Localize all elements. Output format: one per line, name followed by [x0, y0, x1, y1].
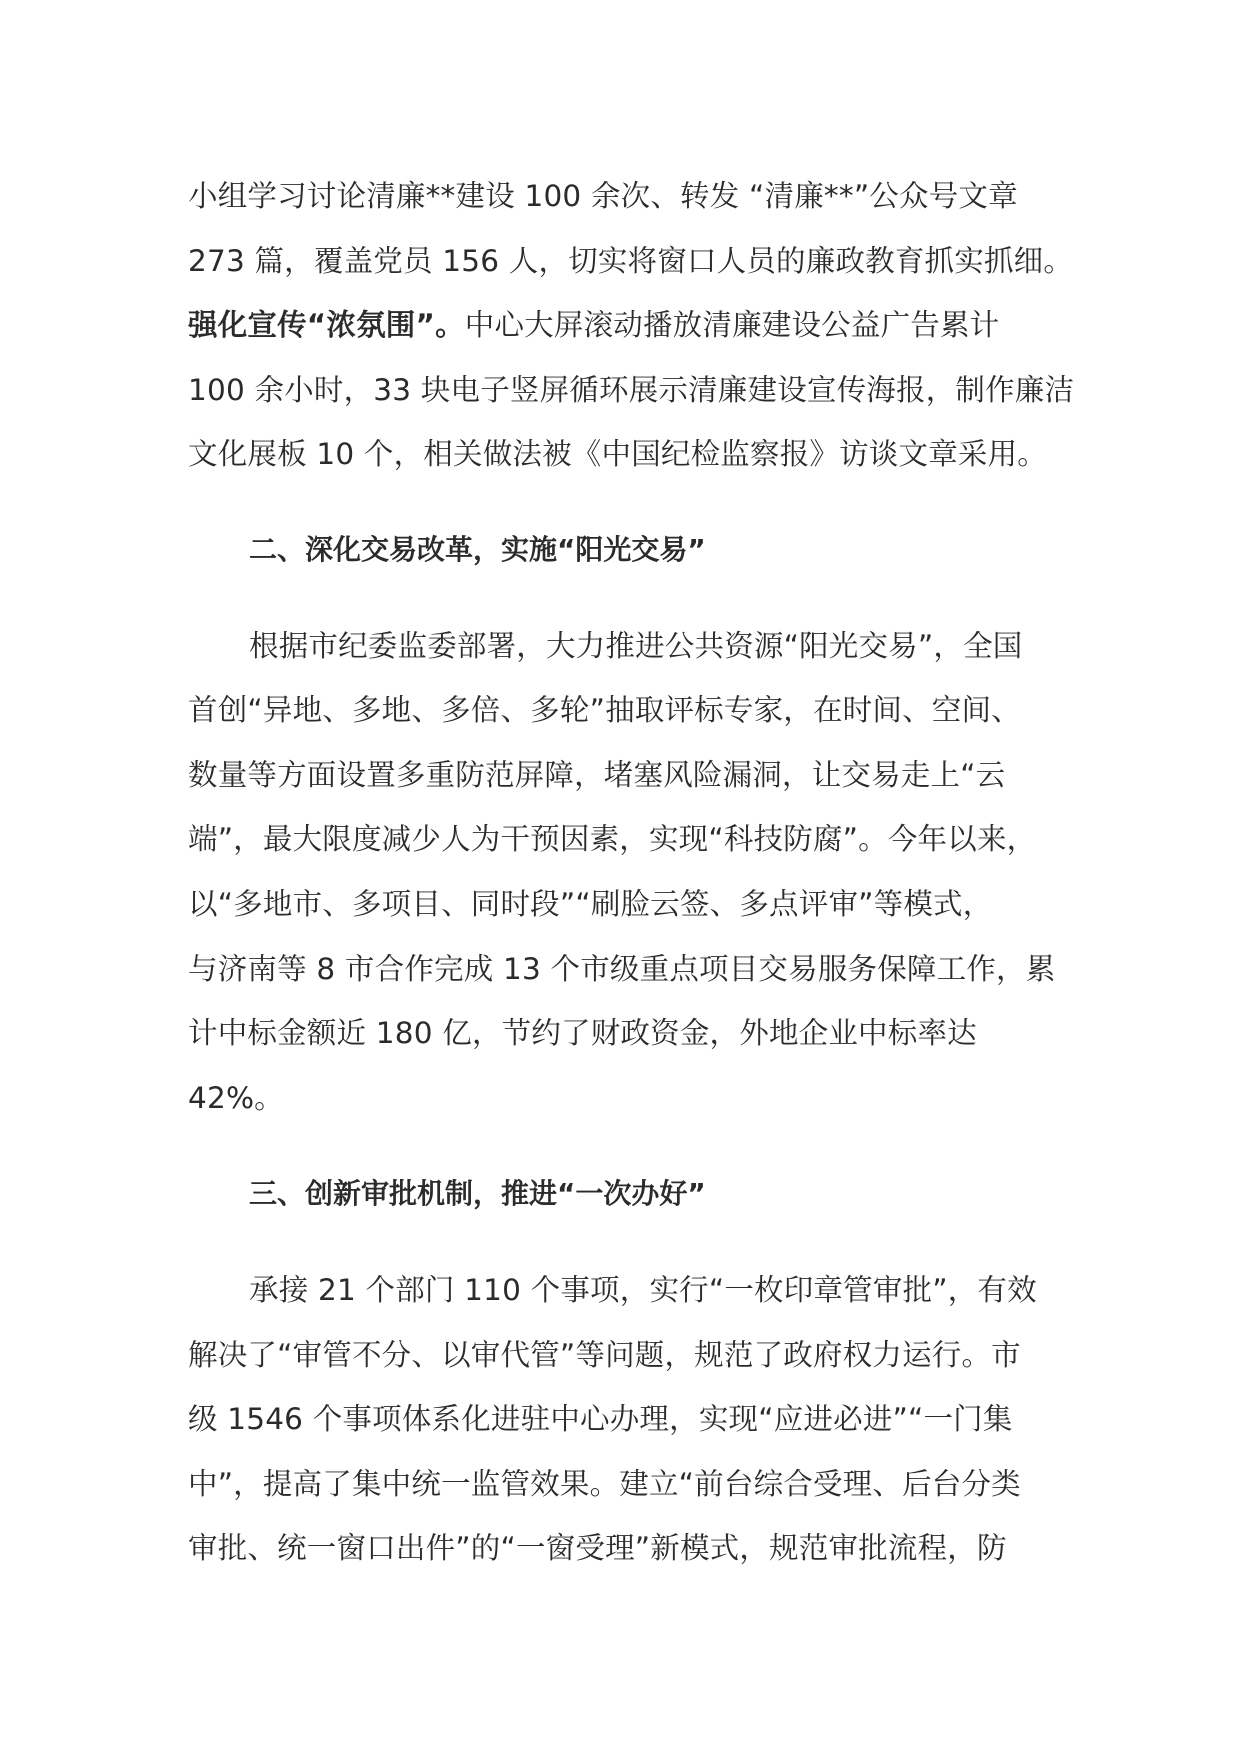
body-text-line: 首创“异地、多地、多倍、多轮”抽取评标专家，在时间、空间、 — [188, 693, 1021, 727]
emphasis-lead: 强化宣传“浓氛围”。 — [188, 308, 465, 342]
body-text-line: 与济南等 8 市合作完成 13 个市级重点项目交易服务保障工作，累 — [188, 952, 1056, 986]
body-text-line: 100 余小时，33 块电子竖屏循环展示清廉建设宣传海报，制作廉洁 — [188, 373, 1075, 407]
body-text-line: 文化展板 10 个，相关做法被《中国纪检监察报》访谈文章采用。 — [188, 437, 1047, 471]
body-text-line: 解决了“审管不分、以审代管”等问题，规范了政府权力运行。市 — [188, 1338, 1021, 1372]
body-text-line: 端”，最大限度减少人为干预因素，实现“科技防腐”。今年以来， — [188, 822, 1037, 856]
section-heading: 二、深化交易改革，实施“阳光交易” — [249, 533, 706, 566]
body-text-line: 承接 21 个部门 110 个事项，实行“一枚印章管审批”，有效 — [249, 1273, 1037, 1307]
body-text-line: 审批、统一窗口出件”的“一窗受理”新模式，规范审批流程，防 — [188, 1531, 1007, 1565]
body-text-line: 根据市纪委监委部署，大力推进公共资源“阳光交易”，全国 — [249, 629, 1023, 663]
body-text-line: 级 1546 个事项体系化进驻中心办理，实现“应进必进”“一门集 — [188, 1402, 1013, 1436]
body-text-line: 以“多地市、多项目、同时段”“刷脸云签、多点评审”等模式， — [188, 887, 993, 921]
body-text: 中心大屏滚动播放清廉建设公益广告累计 — [464, 308, 1000, 342]
body-text-line: 数量等方面设置多重防范屏障，堵塞风险漏洞，让交易走上“云 — [188, 758, 1006, 792]
body-text-line: 小组学习讨论清廉**建设 100 余次、转发 “清廉**”公众号文章 — [188, 179, 1018, 213]
section-heading: 三、创新审批机制，推进“一次办好” — [249, 1177, 706, 1210]
body-text-line — [188, 305, 1088, 345]
body-text-line: 42%。 — [188, 1081, 284, 1115]
body-text-line: 中”，提高了集中统一监管效果。建立“前台综合受理、后台分类 — [188, 1467, 1021, 1501]
body-text-line: 计中标金额近 180 亿，节约了财政资金，外地企业中标率达 — [188, 1016, 977, 1050]
body-text-line: 273 篇，覆盖党员 156 人，切实将窗口人员的廉政教育抓实抓细。 — [188, 244, 1074, 278]
